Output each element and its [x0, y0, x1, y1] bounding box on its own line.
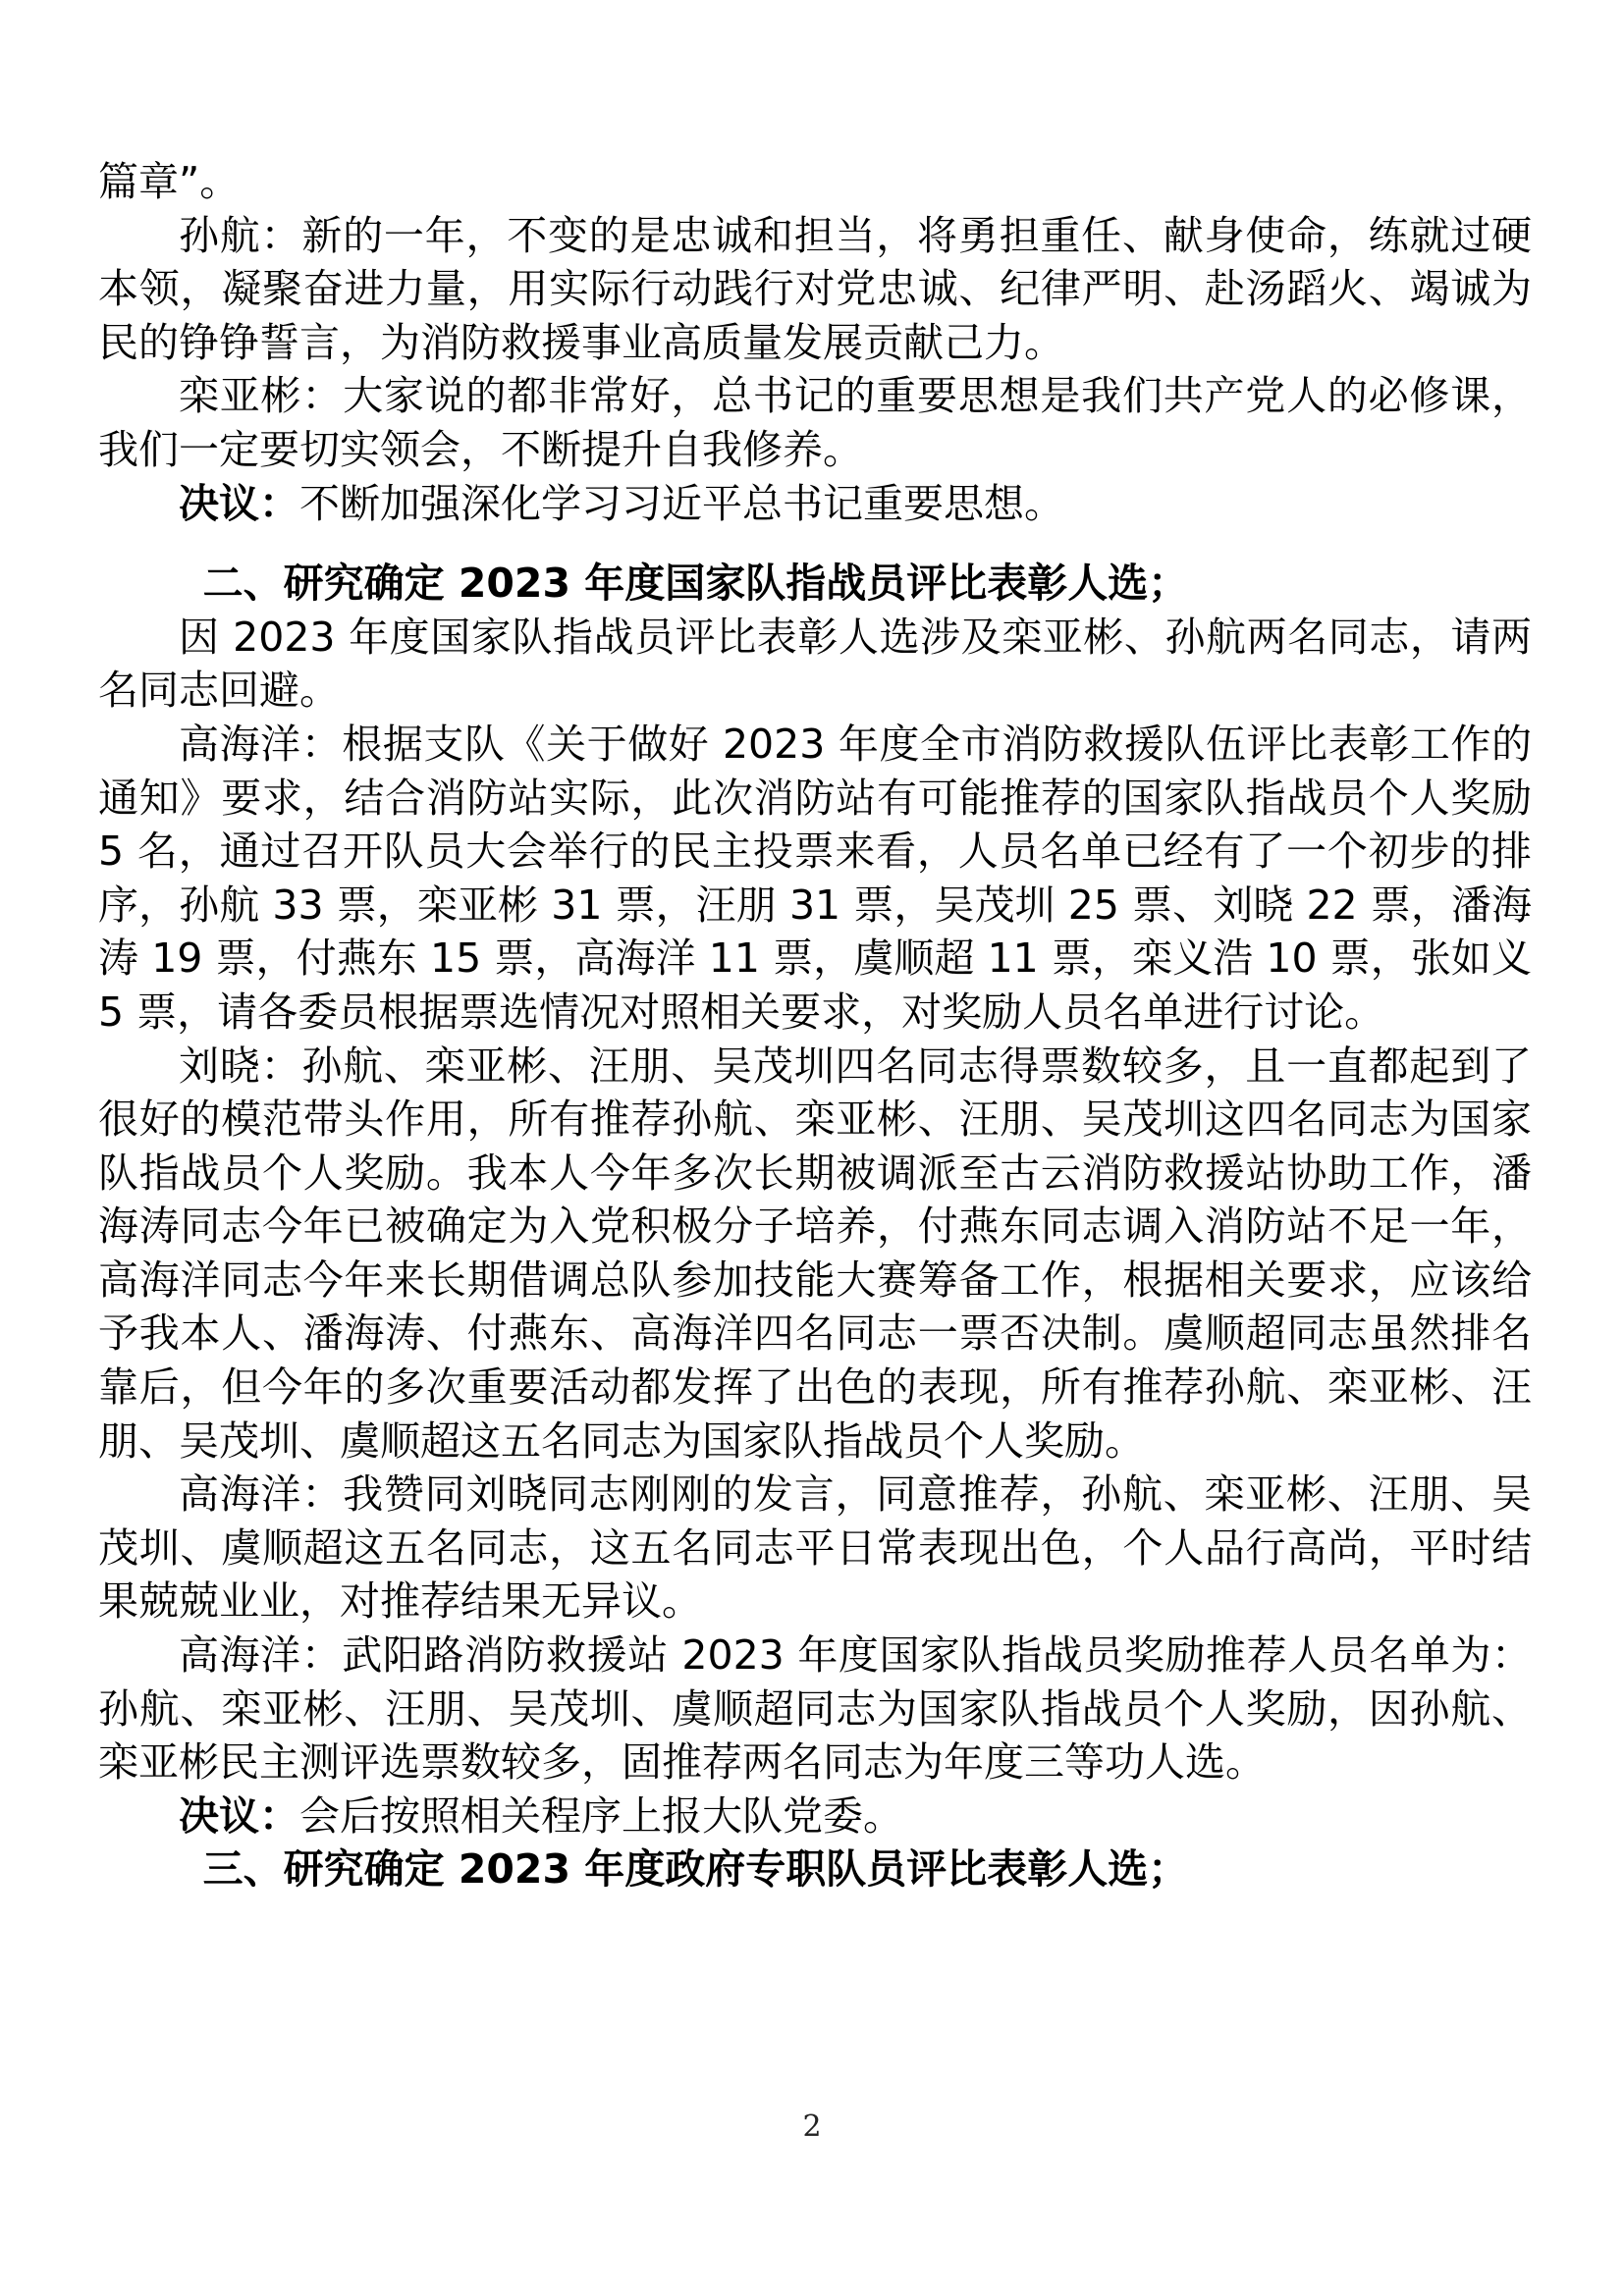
section-2-paragraph: 高海洋：武阳路消防救援站 2023 年度国家队指战员奖励推荐人员名单为：孙航、栾亚彬、汪朋、吴茂圳、虞顺超同志为国家队指战员个人奖励，因孙航、栾亚彬民主测评选票数较多，固推荐两名同志为年度三等功人选。 — [98, 1631, 1532, 1787]
resolution-1 — [98, 477, 1532, 531]
document-page — [98, 155, 1532, 1896]
resolution-text: 会后按照相关程序上报大队党委。 — [299, 1791, 903, 1840]
resolution-label: 决议： — [179, 479, 299, 527]
section-2-paragraph: 高海洋：根据支队《关于做好 2023 年度全市消防救援队伍评比表彰工作的通知》要求，结合消防站实际，此次消防站有可能推荐的国家队指战员个人奖励 5 名，通过召开队员大会举行的民主投票来看，人员名单已经有了一个初步的排序，孙航 33 票，栾亚彬 31 票，汪朋 31 票，吴茂圳 25 票、刘晓 22 票，潘海涛 19 票，付燕东 15 票，高海洋 11 票，虞顺超 11 票，栾义浩 10 票，张如义 5 票，请各委员根据票选情况对照相关要求，对奖励人员名单进行讨论。 — [98, 720, 1532, 1036]
section-3-heading: 三、研究确定 2023 年度政府专职队员评比表彰人选； — [202, 1845, 1189, 1894]
section-2-paragraph: 刘晓：孙航、栾亚彬、汪朋、吴茂圳四名同志得票数较多，且一直都起到了很好的模范带头作用，所有推荐孙航、栾亚彬、汪朋、吴茂圳这四名同志为国家队指战员个人奖励。我本人今年多次长期被调派至古云消防救援站协助工作，潘海涛同志今年已被确定为入党积极分子培养，付燕东同志调入消防站不足一年，高海洋同志今年来长期借调总队参加技能大赛筹备工作，根据相关要求，应该给予我本人、潘海涛、付燕东、高海洋四名同志一票否决制。虞顺超同志虽然排名靠后，但今年的多次重要活动都发挥了出色的表现，所有推荐孙航、栾亚彬、汪朋、吴茂圳、虞顺超这五名同志为国家队指战员个人奖励。 — [98, 1041, 1532, 1465]
section-2-heading: 二、研究确定 2023 年度国家队指战员评比表彰人选； — [202, 560, 1189, 608]
paragraph-luanyabin: 栾亚彬：大家说的都非常好，总书记的重要思想是我们共产党人的必修课，我们一定要切实领会，不断提升自我修养。 — [98, 372, 1532, 473]
resolution-label: 决议： — [179, 1791, 299, 1840]
continuation-text: 篇章”。 — [98, 158, 241, 205]
section-2-paragraph: 高海洋：我赞同刘晓同志刚刚的发言，同意推荐，孙航、栾亚彬、汪朋、吴茂圳、虞顺超这五名同志，这五名同志平日常表现出色，个人品行高尚，平时结果兢兢业业，对推荐结果无异议。 — [98, 1470, 1532, 1626]
resolution-text: 不断加强深化学习习近平总书记重要思想。 — [299, 479, 1064, 527]
section-2-paragraph: 因 2023 年度国家队指战员评比表彰人选涉及栾亚彬、孙航两名同志，请两名同志回避。 — [98, 613, 1532, 715]
page-number: 2 — [802, 2109, 822, 2144]
resolution-2 — [98, 1789, 1532, 1843]
paragraph-sunhang: 孙航：新的一年，不变的是忠诚和担当，将勇担重任、献身使命，练就过硬本领，凝聚奋进力量，用实际行动践行对党忠诚、纪律严明、赴汤蹈火、竭诚为民的铮铮誓言，为消防救援事业高质量发展贡献己力。 — [98, 211, 1532, 366]
